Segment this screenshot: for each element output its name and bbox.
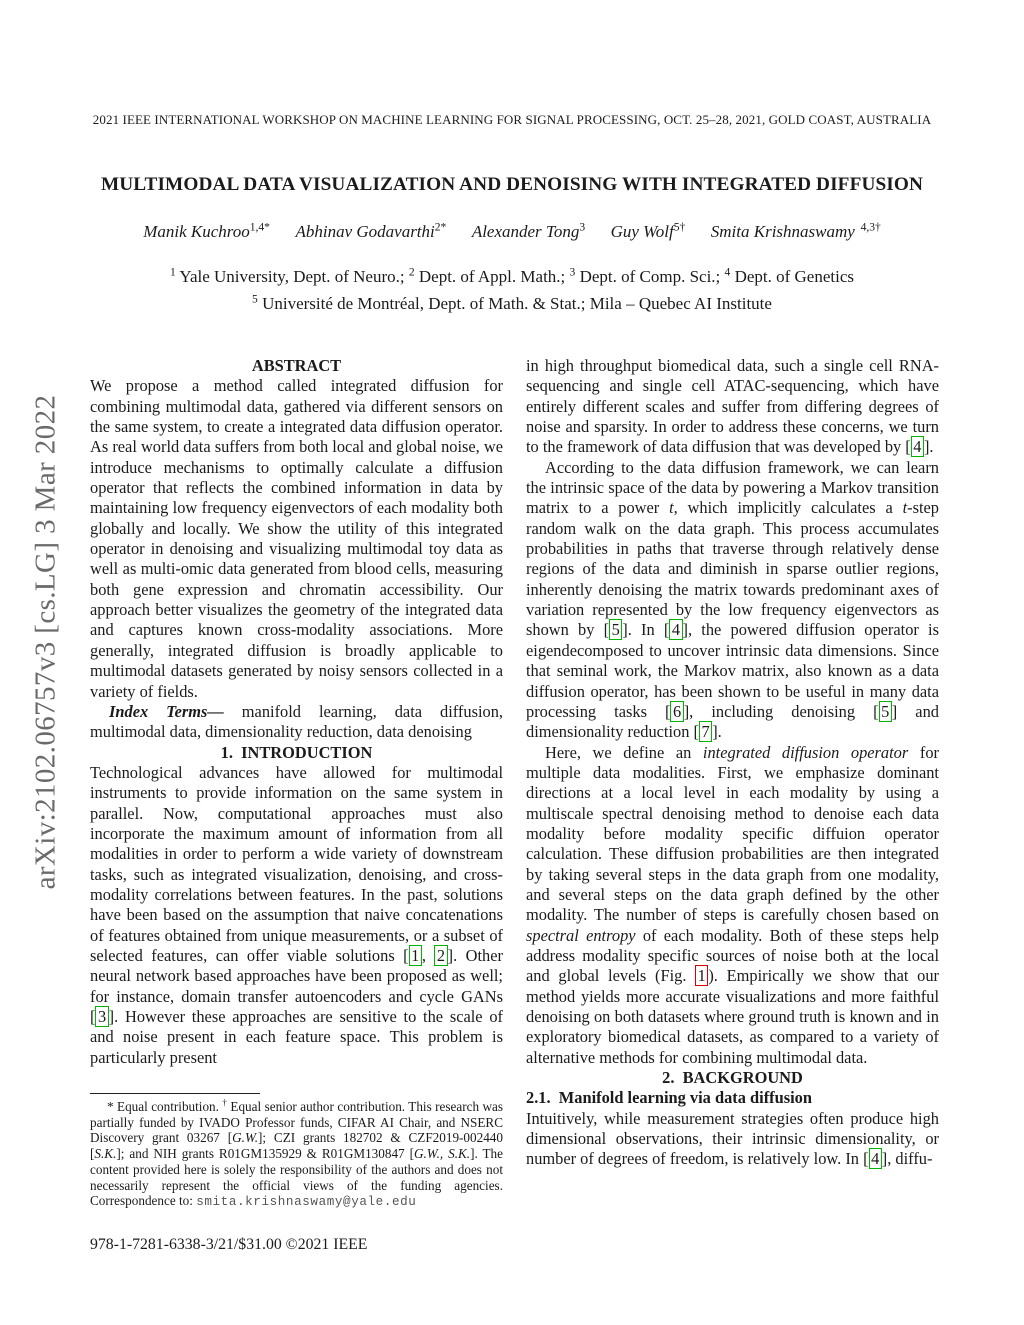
text-run: ). Empirically we show that our method yields more accurate visualizations and more faithful denoising on both datasets where ground truth is known and in exploratory biomedical datasets, as compared to a variety of alternative methods for combining multimodal data.	[526, 966, 939, 1067]
italic-text: spectral entropy	[526, 925, 636, 945]
index-terms-label: Index Terms—	[109, 701, 224, 721]
italic-text: G.W.	[232, 1130, 259, 1146]
text-run: ], including denoising [	[683, 701, 879, 721]
superscript: 4,3†	[854, 220, 881, 234]
index-terms-paragraph	[90, 702, 503, 743]
text-run: According to the data diffusion framework, we can learn the intrinsic space of the data by powering a Markov transition matrix to a power	[526, 457, 939, 518]
superscript: 3	[569, 265, 576, 279]
italic-text: t	[902, 498, 908, 518]
italic-text: Alexander Tong	[471, 222, 580, 241]
citation-link[interactable]: 7	[699, 721, 712, 742]
superscript: 5†	[673, 220, 686, 234]
italic-text: Smita Krishnaswamy	[710, 222, 855, 241]
footnote-separator-rule	[90, 1093, 260, 1094]
author-line	[50, 222, 974, 242]
citation-link[interactable]: 3	[95, 1006, 108, 1027]
copyright-line: 978-1-7281-6338-3/21/$31.00 ©2021 IEEE	[90, 1236, 368, 1253]
text-run: -step random walk on the data graph. This process accumulates probabilities in paths that traverse through relatively dense regions of the data and diminish in sparse outlier regions, inherently denoising the matrix towards predominant axes of variation represented by the low frequency eigenvectors as shown by [	[526, 498, 939, 640]
arxiv-watermark: arXiv:2102.06757v3 [cs.LG] 3 Mar 2022	[29, 394, 62, 890]
superscript: 5	[252, 291, 258, 305]
abstract-paragraph	[90, 376, 503, 702]
text-run	[270, 222, 296, 241]
text-run: Dept. of Genetics	[730, 267, 854, 286]
text-run: ]; CZI grants 182702 & CZF2019-002440 [	[90, 1130, 503, 1162]
text-run: Dept. of Comp. Sci.;	[575, 267, 725, 286]
affiliation-line-2	[50, 291, 974, 318]
text-run	[585, 222, 611, 241]
text-run: ] and dimensionality reduction [	[526, 701, 939, 742]
section-1-heading: 1. INTRODUCTION	[220, 742, 373, 762]
italic-text: integrated diffusion operator	[702, 742, 909, 762]
text-run: Université de Montréal, Dept. of Math. & Stat.; Mila – Quebec AI Institute	[257, 293, 772, 313]
text-run: ]; and NIH grants R01GM135929 & R01GM130847 [	[116, 1146, 414, 1162]
body-paragraph-4	[526, 1109, 939, 1170]
text-run: ].	[923, 437, 934, 457]
body-paragraph-2	[526, 458, 939, 743]
left-column	[90, 356, 503, 1068]
introduction-paragraph	[90, 763, 503, 1068]
italic-text: Abhinav Godavarthi	[295, 222, 435, 241]
text-run: ], the powered diffusion operator is eigendecomposed to uncover intrinsic data dimensions. Since that seminal work, the Markov matrix, also known as a data diffusion operator, has been shown to be useful in many data processing tasks [	[526, 620, 939, 721]
italic-text: G.W., S.K.	[413, 1146, 471, 1162]
text-run: Equal senior author contribution. This research was partially funded by IVADO Professor funds, CIFAR AI Chair, and NSERC Discovery grant 03267 [	[90, 1099, 503, 1146]
text-run: ]. However these approaches are sensitive to the scale of and noise present in each feature space. This problem is particularly present	[90, 1007, 503, 1067]
text-run: Yale University, Dept. of Neuro.;	[175, 267, 409, 286]
italic-text: Guy Wolf	[610, 222, 674, 241]
text-run: for multiple data modalities. First, we emphasize dominant directions at a local level in each modality by using a multiscale spectral denoising method to denoise each data modality before modality specific diffuion operator calculation. These diffusion probabilities are then integrated by taking several steps in the data graph from one modality, and several steps on the data graph defined by the other modality. The number of steps is carefully chosen based on	[526, 742, 939, 925]
italic-text: t	[669, 498, 674, 518]
text-run	[685, 222, 711, 241]
text-run: ,	[421, 945, 435, 965]
text-run: * Equal contribution.	[107, 1099, 223, 1114]
email-link[interactable]: smita.krishnaswamy@yale.edu	[196, 1195, 417, 1210]
citation-link[interactable]: 4	[869, 1148, 882, 1169]
text-run: ].	[712, 722, 722, 742]
citation-link[interactable]: 5	[609, 619, 622, 640]
right-column	[526, 356, 939, 1170]
text-run: ]. In [	[622, 620, 670, 640]
footnote-text	[90, 1099, 503, 1211]
citation-link[interactable]: 5	[879, 701, 892, 722]
text-run: Intuitively, while measurement strategies often produce high dimensional observations, their intrinsic dimensionality, or number of degrees of freedom, is relatively low. In [	[526, 1108, 939, 1169]
superscript: 3	[579, 220, 586, 234]
citation-link[interactable]: 4	[911, 436, 924, 457]
italic-text: S.K.	[94, 1146, 117, 1162]
affiliation-line-1	[50, 264, 974, 291]
text-run: ], diffu-	[881, 1149, 933, 1169]
text-run: Dept. of Appl. Math.;	[414, 267, 570, 286]
text-run: ]. Other neural network based approaches have been proposed as well; for instance, domain transfer autoencoders and cycle GANs [	[90, 945, 503, 1026]
footnote-block	[90, 1093, 503, 1211]
abstract-heading: ABSTRACT	[251, 356, 342, 375]
body-paragraph-3	[526, 743, 939, 1069]
superscript: 2	[408, 265, 415, 279]
text-run: , which implicitly calculates a	[673, 498, 903, 518]
text-run: in high throughput biomedical data, such a single cell RNA-sequencing and single cell ATAC-sequencing, which have entirely different scales and suffer from differing degrees of noise and sparsity. In order to address these concerns, we turn to the framework of data diffusion that was developed by [	[526, 356, 939, 457]
text-run: ]. The content provided here is solely the responsibility of the authors and does not necessarily represent the official views of the funding agencies. Correspondence to:	[90, 1146, 504, 1209]
text-run: Here, we define an	[545, 742, 703, 762]
citation-link[interactable]: 2	[434, 945, 447, 966]
subsection-2-1-heading: 2.1. Manifold learning via data diffusion	[526, 1088, 812, 1108]
citation-link[interactable]: 1	[409, 945, 422, 966]
citation-link[interactable]: 6	[670, 701, 683, 722]
italic-text: Manik Kuchroo	[143, 222, 250, 241]
affiliations	[50, 264, 974, 317]
superscript: 1	[169, 265, 176, 279]
text-run: Technological advances have allowed for multimodal instruments to provide information on the same system in parallel. Now, computational approaches must also incorporate the maximum amount of information from all modalities in order to perform a wide variety of downstream tasks, such as integrated visualization, denoising, and cross-modality correlations between features. In the past, solutions have been based on the assumption that naive concatenations of features obtained from unique measurements, or a subset of selected features, can offer viable solutions [	[90, 762, 503, 965]
citation-link[interactable]: 4	[669, 619, 682, 640]
text-run: We propose a method called integrated diffusion for combining multimodal data, gathered via different sensors on the same system, to create a integrated data diffusion operator. As real world data suffers from both local and global noise, we introduce mechanisms to optimally calculate a diffusion operator that reflects the combined information in data by maintaining low frequency eigenvectors of each modality both globally and locally. We show the utility of this integrated operator in denoising and visualizing multimodal toy data as well as multi-omic data generated from blood cells, measuring both gene expression and chromatin accessibility. Our approach better visualizes the geometry of the integrated data and captures known cross-modality associations. More generally, integrated diffusion is broadly applicable to multimodal datasets generated by noisy sensors collected in a variety of fields.	[90, 376, 503, 701]
superscript: 4	[724, 265, 731, 279]
paper-title: MULTIMODAL DATA VISUALIZATION AND DENOISING WITH INTEGRATED DIFFUSION	[100, 174, 924, 195]
conference-header: 2021 IEEE INTERNATIONAL WORKSHOP ON MACHINE LEARNING FOR SIGNAL PROCESSING, OCT. 25–28, 2021, GOLD COAST, AUSTRALIA	[92, 112, 932, 127]
text-run: manifold learning, data diffusion, multimodal data, dimensionality reduction, data denoising	[90, 701, 504, 742]
superscript: 2*	[434, 220, 447, 234]
superscript: 1,4*	[249, 220, 270, 234]
text-run	[446, 222, 472, 241]
figure-reference-link[interactable]: 1	[695, 965, 708, 986]
text-run: of each modality. Both of these steps help address modality specific sources of noise both at the local and global levels (Fig.	[526, 925, 939, 986]
body-paragraph-1	[526, 356, 939, 458]
superscript: †	[222, 1097, 227, 1108]
section-2-heading: 2. BACKGROUND	[662, 1068, 803, 1088]
